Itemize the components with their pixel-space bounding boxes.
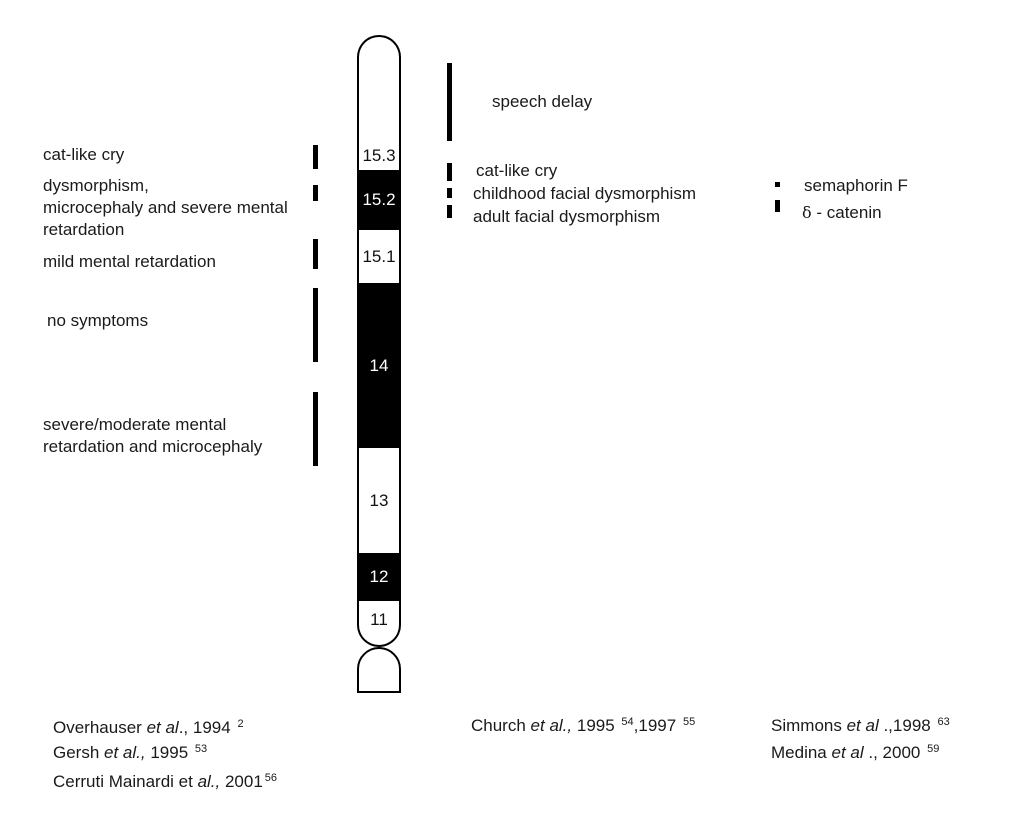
deletion-bar bbox=[313, 288, 318, 362]
band-label: 11 bbox=[370, 610, 388, 629]
phenotype-label: adult facial dysmorphism bbox=[473, 207, 661, 226]
reference-citation: Gersh et al., 1995 $^{53}$ bbox=[53, 743, 208, 762]
chromosome-centromere-lobe bbox=[357, 647, 401, 693]
band-label: 15.2 bbox=[362, 190, 396, 209]
band-label: 13 bbox=[369, 490, 389, 510]
band-label: 15.3 bbox=[362, 146, 396, 165]
phenotype-label: severe/moderate mental bbox=[43, 415, 227, 434]
gene-label: δ - catenin bbox=[802, 203, 882, 222]
gene-marker bbox=[775, 182, 780, 187]
band-11 bbox=[357, 601, 401, 647]
band-15-2 bbox=[357, 170, 401, 230]
band-12 bbox=[357, 553, 401, 601]
deletion-bar bbox=[313, 185, 318, 201]
reference-citation: Simmons et al .,1998 $^{63}$ bbox=[771, 716, 950, 735]
phenotype-label: speech delay bbox=[492, 92, 593, 111]
delta-symbol: δ bbox=[802, 203, 812, 222]
deletion-bar bbox=[447, 205, 452, 218]
phenotype-label: cat-like cry bbox=[476, 161, 558, 180]
phenotype-label: retardation bbox=[43, 220, 125, 239]
band-label: 15.1 bbox=[362, 246, 396, 266]
gene-label: semaphorin F bbox=[804, 176, 908, 195]
phenotype-label: no symptoms bbox=[47, 311, 149, 330]
band-label: 12 bbox=[369, 567, 389, 586]
reference-citation: Cerruti Mainardi et al., 2001 $^{56}$ bbox=[53, 772, 278, 791]
phenotype-label: retardation and microcephaly bbox=[43, 437, 263, 456]
reference-citation: Church et al., 1995 $^{54}$,1997 $^{55}$ bbox=[471, 716, 696, 735]
phenotype-label: mild mental retardation bbox=[43, 252, 216, 271]
phenotype-label: microcephaly and severe mental bbox=[43, 198, 288, 217]
band-label: 14 bbox=[369, 355, 389, 375]
phenotype-label: cat-like cry bbox=[43, 145, 125, 164]
deletion-bar bbox=[313, 392, 318, 466]
band-15-1 bbox=[357, 230, 401, 283]
reference-citation: Medina et al ., 2000 $^{59}$ bbox=[771, 743, 940, 762]
phenotype-label: dysmorphism, bbox=[43, 176, 149, 195]
deletion-bar bbox=[313, 239, 318, 269]
band-14 bbox=[357, 283, 401, 448]
deletion-bar bbox=[447, 63, 452, 141]
reference-citation: Overhauser et al., 1994 $^2$ bbox=[53, 718, 244, 737]
deletion-bar bbox=[447, 188, 452, 198]
gene-marker bbox=[775, 200, 780, 212]
chromosome-ideogram bbox=[357, 35, 401, 695]
deletion-bar bbox=[313, 145, 318, 169]
deletion-bar bbox=[447, 163, 452, 181]
band-13 bbox=[357, 448, 401, 553]
phenotype-label: childhood facial dysmorphism bbox=[473, 184, 696, 203]
band-15-3 bbox=[357, 65, 401, 171]
